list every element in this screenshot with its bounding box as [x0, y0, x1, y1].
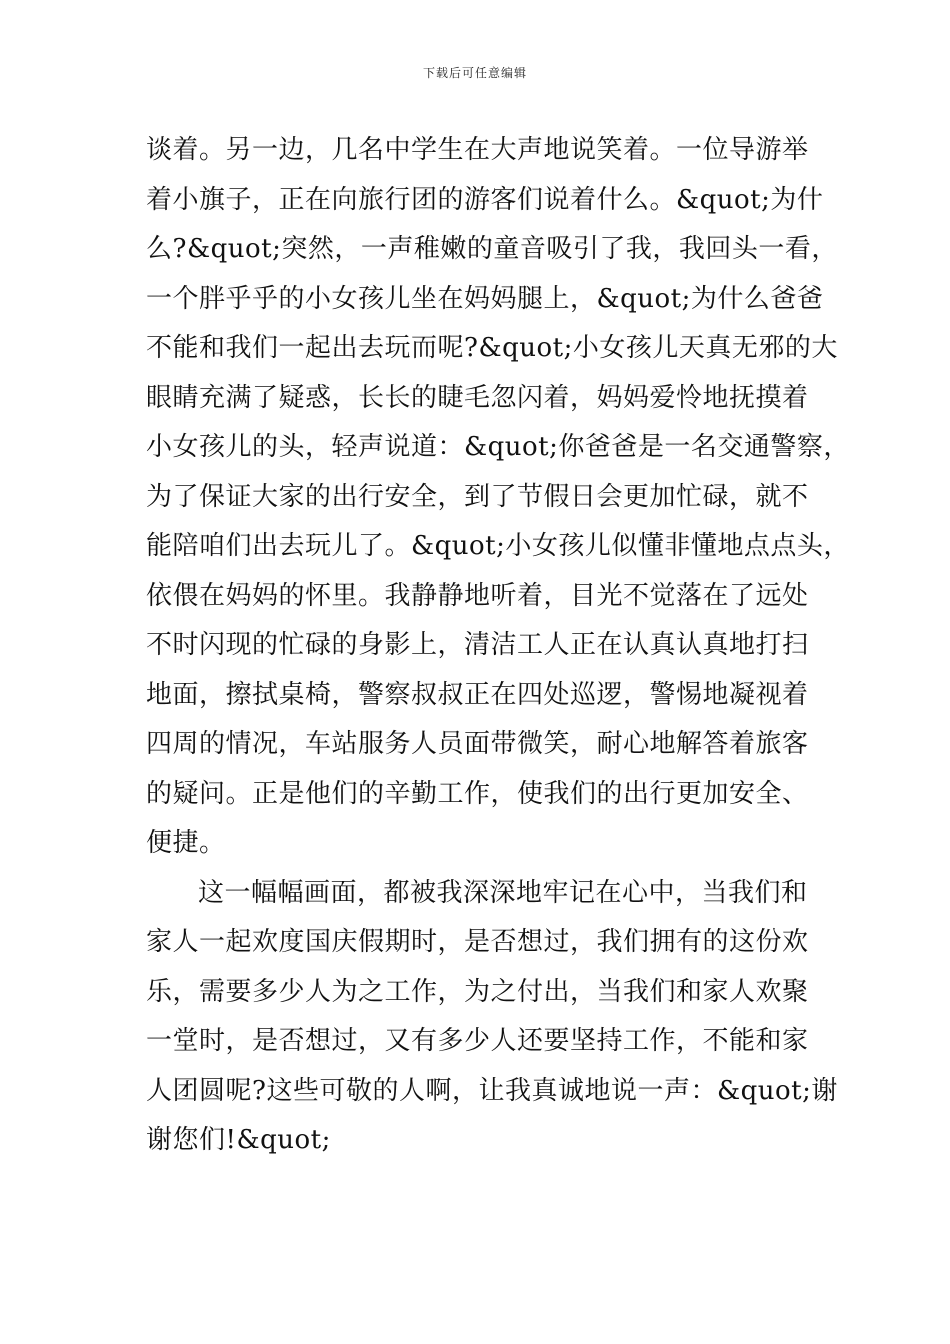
text-line: 眼睛充满了疑惑，长长的睫毛忽闪着，妈妈爱怜地抚摸着 [146, 382, 809, 413]
text-line: 为了保证大家的出行安全，到了节假日会更加忙碌，就不 [146, 481, 809, 512]
page-header: 下载后可任意编辑 [422, 66, 527, 80]
text-line: 便捷。 [146, 828, 226, 858]
text-line: 家人一起欢度国庆假期时，是否想过，我们拥有的这份欢 [146, 927, 809, 957]
text-line: 人团圆呢?这些可敬的人啊，让我真诚地说一声：&quot;谢 [146, 1075, 838, 1106]
text-line: 么?&quot;突然，一声稚嫩的童音吸引了我，我回头一看， [146, 234, 838, 264]
text-line: 着小旗子，正在向旅行团的游客们说着什么。&quot;为什 [146, 184, 824, 215]
text-line: 依偎在妈妈的怀里。我静静地听着，目光不觉落在了远处 [146, 580, 809, 611]
text-line: 小女孩儿的头，轻声说道：&quot;你爸爸是一名交通警察， [146, 432, 850, 462]
text-line: 谢您们!&quot; [146, 1125, 331, 1155]
paragraph-1 [146, 126, 850, 869]
document-body [146, 126, 850, 1166]
paragraph-2 [146, 869, 838, 1166]
text-line: 地面，擦拭桌椅，警察叔叔正在四处巡逻，警惕地凝视着 [146, 679, 809, 710]
text-line: 乐，需要多少人为之工作，为之付出，当我们和家人欢聚 [146, 976, 809, 1007]
text-line: 能陪咱们出去玩儿了。&quot;小女孩儿似懂非懂地点点头， [146, 531, 850, 561]
text-line: 不时闪现的忙碌的身影上，清洁工人正在认真认真地打扫 [146, 630, 809, 660]
text-line: 不能和我们一起出去玩而呢?&quot;小女孩儿天真无邪的大 [146, 333, 838, 363]
text-line: 四周的情况，车站服务人员面带微笑，耐心地解答着旅客 [146, 729, 809, 759]
text-line: 谈着。另一边，几名中学生在大声地说笑着。一位导游举 [146, 135, 809, 165]
text-line: 一堂时，是否想过，又有多少人还要坚持工作，不能和家 [146, 1026, 809, 1056]
text-line: 一个胖乎乎的小女孩儿坐在妈妈腿上，&quot;为什么爸爸 [146, 283, 824, 314]
text-line: 的疑问。正是他们的辛勤工作，使我们的出行更加安全、 [146, 778, 809, 809]
text-line: 这一幅幅画面，都被我深深地牢记在心中，当我们和 [198, 877, 808, 908]
